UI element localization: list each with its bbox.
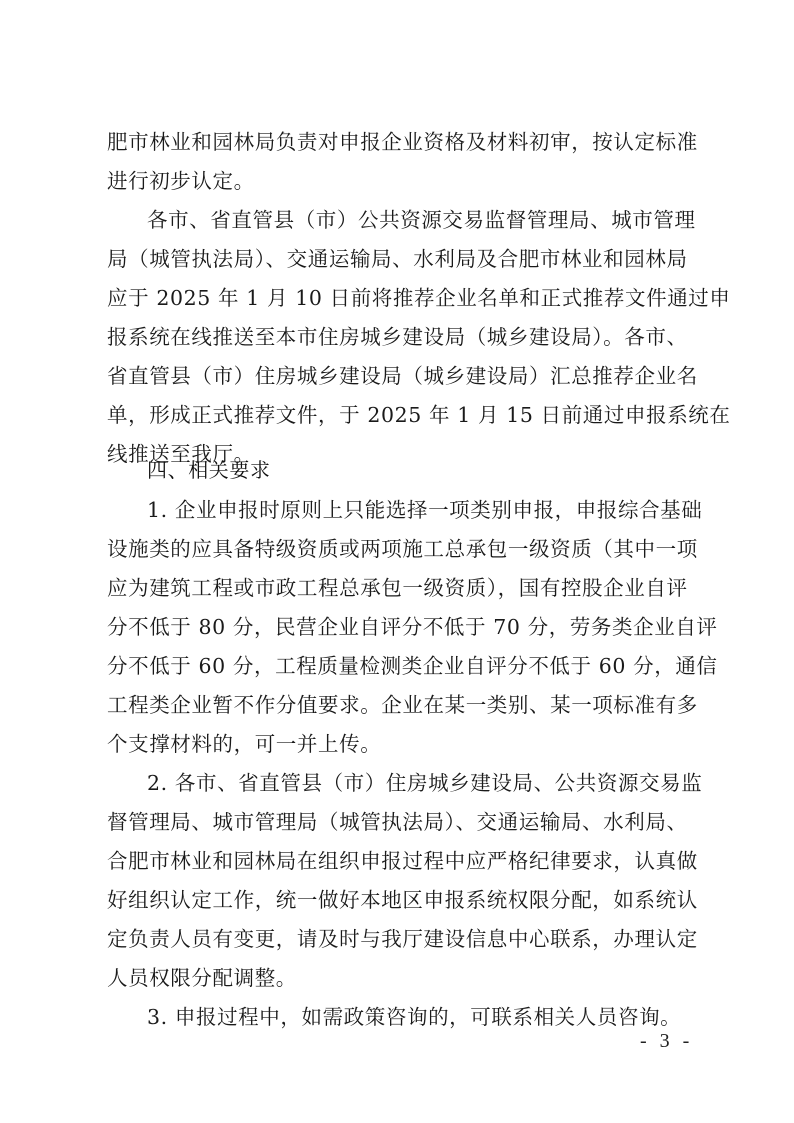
text-line: 报系统在线推送至本市住房城乡建设局（城乡建设局）。各市、	[107, 325, 688, 349]
text-line: 个支撑材料的，可一并上传。	[107, 732, 382, 756]
text-line: 设施类的应具备特级资质或两项施工总承包一级资质（其中一项	[107, 537, 698, 561]
text-line: 2. 各市、省直管县（市）住房城乡建设局、公共资源交易监	[147, 771, 703, 795]
text-line: 分不低于 60 分，工程质量检测类企业自评分不低于 60 分，通信	[107, 654, 718, 678]
text-line: 人员权限分配调整。	[107, 966, 297, 990]
text-line: 各市、省直管县（市）公共资源交易监督管理局、城市管理	[147, 208, 696, 232]
text-line: 督管理局、城市管理局（城管执法局）、交通运输局、水利局、	[107, 810, 688, 834]
text-line: 单，形成正式推荐文件，于 2025 年 1 月 15 日前通过申报系统在	[107, 403, 731, 427]
text-line: 定负责人员有变更，请及时与我厅建设信息中心联系，办理认定	[107, 927, 698, 951]
text-line: 肥市林业和园林局负责对申报企业资格及材料初审，按认定标准	[107, 130, 698, 154]
section-heading: 四、相关要求	[147, 458, 271, 482]
page-number: - 3 -	[640, 1030, 694, 1052]
text-line: 局（城管执法局）、交通运输局、水利局及合肥市林业和园林局	[107, 247, 688, 271]
text-line: 分不低于 80 分，民营企业自评分不低于 70 分，劳务类企业自评	[107, 615, 718, 639]
text-line: 线推送至我厅。	[107, 442, 255, 466]
text-line: 应于 2025 年 1 月 10 日前将推荐企业名单和正式推荐文件通过申	[107, 286, 731, 310]
text-line: 1. 企业申报时原则上只能选择一项类别申报，申报综合基础	[147, 498, 703, 522]
text-line: 工程类企业暂不作分值要求。企业在某一类别、某一项标准有多	[107, 693, 698, 717]
text-line: 进行初步认定。	[107, 169, 255, 193]
text-line: 3. 申报过程中，如需政策咨询的，可联系相关人员咨询。	[147, 1005, 682, 1029]
text-line: 省直管县（市）住房城乡建设局（城乡建设局）汇总推荐企业名	[107, 364, 698, 388]
text-line: 合肥市林业和园林局在组织申报过程中应严格纪律要求，认真做	[107, 849, 698, 873]
text-line: 好组织认定工作，统一做好本地区申报系统权限分配，如系统认	[107, 888, 698, 912]
text-line: 应为建筑工程或市政工程总承包一级资质），国有控股企业自评	[107, 576, 688, 600]
